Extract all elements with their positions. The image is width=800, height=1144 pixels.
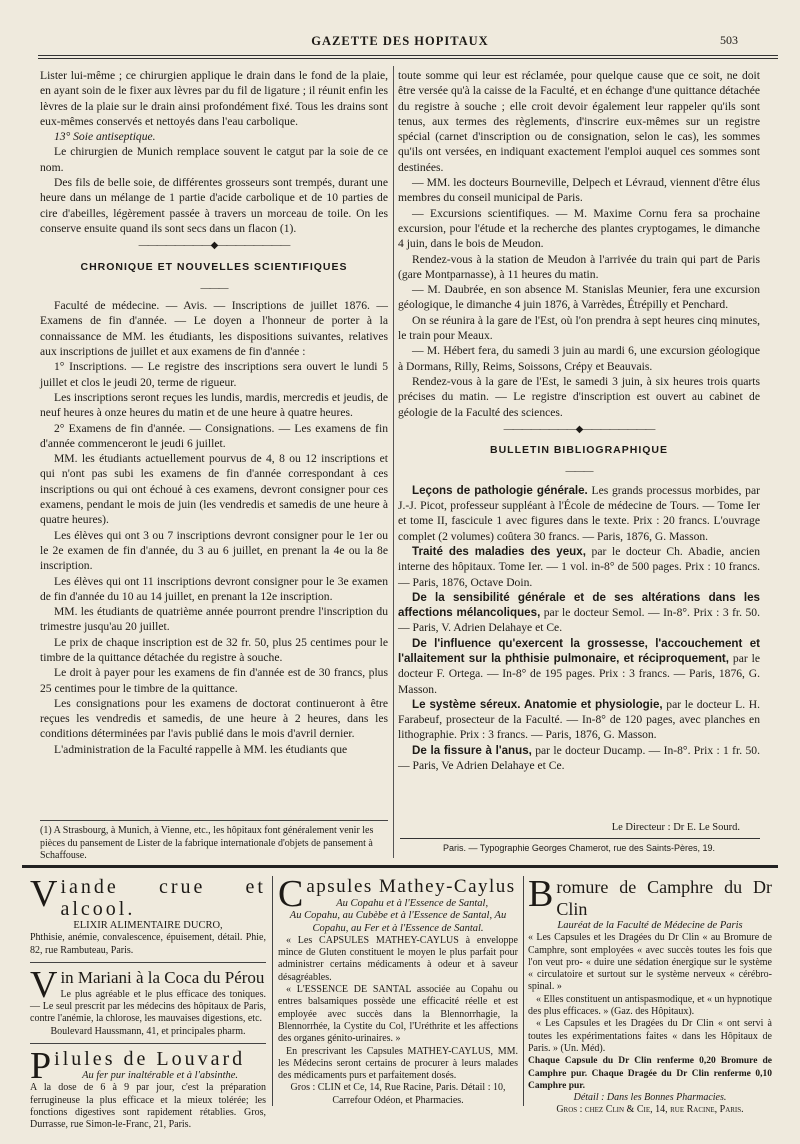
bibliography-entry: De l'influence qu'exercent la grossesse, l'accouchement et l'allaitement sur la phthisie pulmonaire, et réciproquement, par le docteur F. Ortega. — In-8° de 195 pages. Prix : 3 francs. — Paris, 1876, G. Masson. bbox=[398, 636, 761, 696]
ad-column-right bbox=[528, 873, 772, 1117]
paragraph: L'administration de la Faculté rappelle à MM. les étudiants que bbox=[54, 742, 348, 756]
header-rule bbox=[38, 55, 778, 56]
ad-body: « Les CAPSULES MATHEY-CAYLUS à enveloppe mince de Gluten constituent le moyen le plus parfait pour administrer certains médicaments à odeur et à saveur désagréables. bbox=[278, 934, 518, 983]
paragraph: On se réunira à la gare de l'Est, où l'on prendra à sept heures cinq minutes, le train pour Meaux. bbox=[398, 313, 760, 343]
ad-pilules-louvard bbox=[30, 1045, 266, 1131]
ad-body: A la dose de 6 à 9 par jour, c'est la préparation ferrugineuse la plus efficace et la mieux tolérée; les fonctions digestives sont rapidement rétablies. Gros, Durrasse, rue Simon-le-Franc, 21, Paris. bbox=[30, 1082, 266, 1131]
ad-body: Le plus agréable et le plus efficace des toniques. — Le seul prescrit par les médecins des hôpitaux de Paris, contre l'anémie, la chlorose, les mauvaises digestions, etc. bbox=[30, 988, 266, 1025]
paragraph: Lister lui-même ; ce chirurgien applique le drain dans le fond de la plaie, en ayant soin de le fixer aux lèvres par du fil de ligature ; il réunit enfin les lèvres de la plaie sur le drain ainsi profondément fixé. Tous les drains sont eux-mêmes conservés et nettoyés dans l'eau carbolique. bbox=[40, 69, 388, 128]
bibliography-entry: Traité des maladies des yeux, par le docteur Ch. Abadie, ancien interne des hôpitaux. Tome Ier. — 1 vol. in-8° de 500 pages. Prix : 10 francs. — Paris, 1876, Octave Doin. bbox=[398, 544, 761, 589]
ad-heading: romure de Camphre du Dr Clin bbox=[556, 877, 772, 919]
paragraph: MM. les étudiants de quatrième année pourront prendre l'inscription du trimestre jusqu'au 20 juillet. bbox=[40, 605, 388, 634]
paragraph: — MM. les docteurs Bourneville, Delpech et Lévraud, viennent d'être élus membres du conseil municipal de Paris. bbox=[398, 176, 760, 205]
paragraph: — M. Hébert fera, du samedi 3 juin au mardi 6, une excursion géologique à Dormans, Rilly, Reims, Soissons, Crépy et Beauvais. bbox=[398, 344, 760, 373]
bibliography-entry: De la fissure à l'anus, par le docteur Ducamp. — In-8°. Prix : 1 fr. 50. — Paris, Ve Adrien Delahaye et Ce. bbox=[398, 743, 760, 773]
ad-heading: apsules Mathey-Caylus bbox=[306, 876, 516, 897]
ad-separator bbox=[30, 1043, 266, 1044]
short-rule: ——— bbox=[200, 282, 228, 294]
paragraph: 2° Examens de fin d'année. — Consignations. — Les examens de fin d'année commenceront le jeudi 6 juillet. bbox=[40, 421, 388, 450]
paragraph: Rendez-vous à la station de Meudon à l'arrivée du train qui part de Paris (gare Montparnasse), à 11 heures du matin. bbox=[398, 252, 760, 281]
bibliography-entry: Le système séreux. Anatomie et physiologie, par le docteur L. H. Farabeuf, prosecteur de la Faculté. — In-8° de 120 pages, avec planches en lithographie. Prix : 3 francs. — Paris, 1876, G. Masson. bbox=[398, 697, 760, 742]
advertisement-area bbox=[30, 873, 772, 1131]
paragraph: Faculté de médecine. — Avis. — Inscriptions de juillet 1876. — Examens de fin d'année. — Le doyen a l'honneur de porter à la connaissance de MM. les étudiants, les dispositions suivantes, relatives aux inscriptions de juillet et aux examens de fin d'année : bbox=[40, 299, 388, 359]
drop-cap: C bbox=[278, 873, 304, 915]
paragraph: 1° Inscriptions. — Le registre des inscriptions sera ouvert le lundi 5 juillet et clos le jeudi 20, terme de rigueur. bbox=[40, 360, 388, 389]
paragraph: Rendez-vous à la gare de l'Est, le samedi 3 juin, à six heures trois quarts précises du matin. — Le registre d'inscription est ouvert au cabinet de géologie de la Faculté des sciences. bbox=[398, 374, 760, 419]
ad-body: « L'ESSENCE DE SANTAL associée au Copahu ou entres balsamiques possède une efficacité réelle et est employée avec succès dans la Blennorrhagie, la Blennorrhée, la Cystite du Col, l'Uréthrite et les affections des organes génito-urinaires. » bbox=[278, 984, 518, 1045]
director-signature: Le Directeur : Dr E. Le Sourd. bbox=[611, 822, 740, 833]
paragraph: Le prix de chaque inscription est de 32 fr. 50, plus 25 centimes pour le timbre de la quittance détachée du registre à souche. bbox=[40, 635, 388, 664]
ad-column-middle bbox=[278, 873, 518, 1107]
advertising-rule bbox=[22, 865, 778, 868]
paragraph: Des fils de belle soie, de différentes grosseurs sont trempés, durant une heure dans un mélange de 1 partie d'acide carbolique et de 10 parties de cire d'abeilles, légèrement passée à travers un morceau de toile. On les conserve ensuite quand ils sont secs dans un flacon (1). bbox=[40, 176, 388, 235]
typo-rule bbox=[400, 838, 760, 839]
bibliography-entry: Leçons de pathologie générale. Les grands processus morbides, par J.-J. Picot, professeur suppléant à l'École de médecine de Tours. — Tome Ier et tome II, fascicule 1 avec figures dans le texte. Prix : 20 francs. L'ouvrage complet (2 volumes) coûtera 30 francs. — Paris, 1876, G. Masson. bbox=[398, 483, 760, 543]
ad-vin-mariani bbox=[30, 963, 266, 1038]
drop-cap: P bbox=[30, 1045, 52, 1088]
drop-cap: V bbox=[30, 963, 58, 1006]
ad-body: Détail : Dans les Bonnes Pharmacies. bbox=[573, 1092, 727, 1104]
page-number: 503 bbox=[720, 33, 738, 47]
paragraph: Les inscriptions seront reçues les lundis, mardis, mercredis et jeudis, de neuf heures à onze heures du matin et de une heure à quatre heures. bbox=[40, 390, 388, 420]
paragraph: Les élèves qui ont 11 inscriptions devront consigner pour le 3e examen de fin d'année du 10 au 14 juillet, en prenant la 12e inscription. bbox=[40, 574, 388, 603]
ad-subheading: ELIXIR ALIMENTAIRE DUCRO, bbox=[73, 920, 223, 931]
ad-divider bbox=[523, 876, 524, 1106]
ad-divider bbox=[272, 876, 273, 1106]
ad-heading: iande crue et alcool. bbox=[60, 876, 266, 920]
right-column bbox=[398, 68, 760, 773]
ad-subheading: Au Copahu, au Cubèbe et à l'Essence de Santal, Au Copahu, au Fer et à l'Essence de Santal. bbox=[289, 910, 507, 934]
ad-body: « Elles constituent un antispasmodique, et « un hypnotique des plus efficaces. » (Gaz. des Hôpitaux). bbox=[528, 993, 772, 1018]
ad-body: Chaque Capsule du Dr Clin renferme 0,20 Bromure de Camphre pur. Chaque Dragée du Dr Clin renferme 0,10 Camphre pur. bbox=[528, 1056, 772, 1091]
paragraph: Le droit à payer pour les examens de fin d'année est de 30 francs, plus 25 centimes pour le timbre de la quittance. bbox=[40, 666, 388, 695]
ad-body: « Les Capsules et les Dragées du Dr Clin « ont servi à toutes les expérimentations faites « dans les Hôpitaux de Paris. » (Un. Méd). bbox=[528, 1018, 772, 1054]
drop-cap: B bbox=[528, 873, 554, 915]
ad-viande bbox=[30, 873, 266, 957]
paragraph: Les élèves qui ont 3 ou 7 inscriptions devront consigner pour le 1er ou le 2e examen de fin d'année, du 3 au 6 juillet, en prenant la 4e ou la 8e inscription. bbox=[40, 528, 388, 573]
printer-line: Paris. — Typographie Georges Chamerot, rue des Saints-Pères, 19. bbox=[443, 843, 715, 853]
ad-subheading: Au fer pur inaltérable et à l'absinthe. bbox=[82, 1070, 239, 1082]
paragraph: MM. les étudiants actuellement pourvus de 4, 8 ou 12 inscriptions et qui n'ont pas subi les examens de fin d'année correspondant à ces inscriptions ou qui ont échoué à ces examens, devront consigner pour ces examens, pendant le mois de juin (les vendredis et samedis de une heure à quatre heures). bbox=[40, 452, 388, 527]
ornament-divider: ————————◆———————— bbox=[138, 240, 290, 252]
footnote: (1) A Strasbourg, à Munich, à Vienne, etc., les hôpitaux font généralement venir les pièces du pansement de Lister de la fabrique internationale d'objets de pansement à Schaffouse. bbox=[40, 820, 388, 863]
ad-address: Boulevard Haussmann, 41, et principales pharm. bbox=[50, 1025, 246, 1037]
ad-heading: ilules de Louvard bbox=[54, 1048, 246, 1071]
column-divider bbox=[393, 66, 394, 858]
ad-body: En prescrivant les Capsules MATHEY-CAYLUS, MM. les Médecins seront certains de procurer à leurs malades des médicaments purs et parfaitement dosés. bbox=[278, 1045, 518, 1082]
paragraph: Le chirurgien de Munich remplace souvent le catgut par la soie de ce nom. bbox=[40, 145, 388, 174]
ornament-divider: ————————◆———————— bbox=[503, 423, 655, 435]
bibliography-entry: De la sensibilité générale et de ses altérations dans les affections mélancoliques, par le docteur Semol. — In-8°. Prix : 3 fr. 50. — Paris, V. Adrien Delahaye et Ce. bbox=[398, 590, 760, 635]
publication-title: GAZETTE DES HOPITAUX bbox=[311, 34, 489, 48]
drop-cap: V bbox=[30, 873, 58, 915]
header-rule-double bbox=[38, 58, 778, 59]
ad-subheading: Lauréat de la Faculté de Médecine de Paris bbox=[557, 920, 743, 931]
ad-separator bbox=[30, 962, 266, 963]
ad-body: Phthisie, anémie, convalescence, épuisement, détail. Phie, 82, rue Rambuteau, Paris. bbox=[30, 932, 266, 956]
left-column bbox=[40, 68, 388, 757]
ad-column-left bbox=[30, 873, 266, 1132]
paragraph: toute somme qui leur est réclamée, pour quelque cause que ce soit, ne doit être versée qu'à la caisse de la Faculté, et en échange d'une quittance détachée du registre à souche ; elle croit devoir également leur rappeler qu'ils sont tenus, aux termes des règlements, d'inscrire eux-mêmes sur un registre spécial (carnet d'inscription ou de consignation, selon le cas), les sommes qu'ils ont versées, en indiquant exactement l'emploi auquel ces sommes sont destinées. bbox=[398, 69, 760, 174]
paragraph: — Excursions scientifiques. — M. Maxime Cornu fera sa prochaine excursion, pour l'étude et la recherche des plantes cryptogames, le dimanche 4 juin, dans le bois de Meudon. bbox=[398, 206, 760, 251]
page-header bbox=[40, 30, 760, 52]
ad-heading: in Mariani à la Coca du Pérou bbox=[60, 967, 265, 987]
paragraph: Les consignations pour les examens de doctorat continueront à être reçues les vendredis et samedis, de une heure à 2 heures, dans les conditions déterminées par l'avis publié dans le mois d'avril dernier. bbox=[40, 696, 388, 741]
paragraph: — M. Daubrée, en son absence M. Stanislas Meunier, fera une excursion géologique, le dimanche 4 juin 1876, à Varrèdes, Étrépilly et Penchard. bbox=[398, 283, 760, 312]
ad-subheading: Au Copahu et à l'Essence de Santal, bbox=[336, 898, 489, 909]
section-title-bibliographique: BULLETIN BIBLIOGRAPHIQUE bbox=[490, 444, 668, 457]
short-rule: ——— bbox=[565, 466, 593, 478]
subheading: 13° Soie antiseptique. bbox=[54, 130, 156, 144]
ad-address: Gros : CLIN et Ce, 14, Rue Racine, Paris. Détail : 10, Carrefour Odéon, et Pharmacies. bbox=[290, 1082, 506, 1106]
ad-body: « Les Capsules et les Dragées du Dr Clin « au Bromure de Camphre, sont employées « avec succès toutes les fois que l'on veut pro- « duire une sédation énergique sur le système « circulatoire et surtout sur le système nerveux « cérébro-spinal. » bbox=[528, 932, 772, 993]
ad-address: Gros : chez Clin & Cie, 14, rue Racine, Paris. bbox=[556, 1104, 744, 1116]
section-title-chronique: CHRONIQUE ET NOUVELLES SCIENTIFIQUES bbox=[80, 260, 348, 273]
